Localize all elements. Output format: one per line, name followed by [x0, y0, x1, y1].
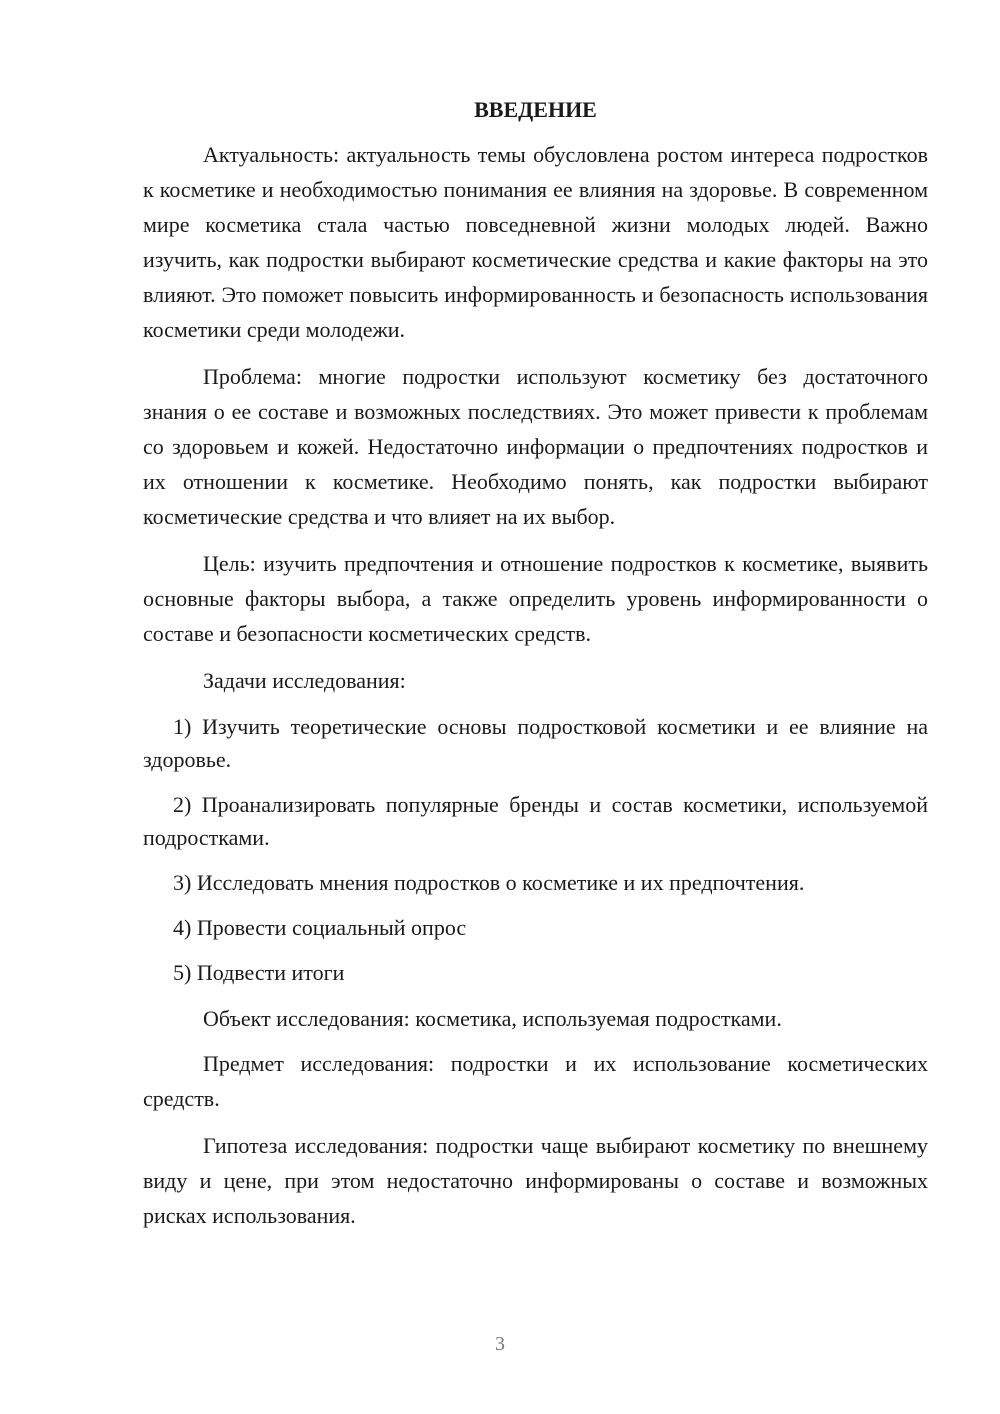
page-number: 3	[495, 1333, 505, 1355]
task-item: 1) Изучить теоретические основы подростковой косметики и ее влияние на здоровье.	[143, 714, 928, 772]
task-item: 2) Проанализировать популярные бренды и состав косметики, используемой подростками.	[143, 792, 928, 850]
paragraph-hypothesis: Гипотеза исследования: подростки чаще выбирают косметику по внешнему виду и цене, при этом недостаточно информированы о составе и возможных рисках использования.	[143, 1133, 928, 1228]
task-item: 3) Исследовать мнения подростков о косметике и их предпочтения.	[173, 870, 805, 895]
document-page	[143, 95, 928, 1245]
paragraph-problem: Проблема: многие подростки используют косметику без достаточного знания о ее составе и возможных последствиях. Это может привести к проблемам со здоровьем и кожей. Недостаточно информации о предпочтениях подростков и их отношении к косметике. Необходимо понять, как подростки выбирают косметические средства и что влияет на их выбор.	[143, 364, 928, 529]
document-title: ВВЕДЕНИЕ	[474, 97, 597, 122]
paragraph-goal: Цель: изучить предпочтения и отношение подростков к косметике, выявить основные факторы выбора, а также определить уровень информированности о составе и безопасности косметических средств.	[143, 551, 928, 646]
paragraph-object: Объект исследования: косметика, используемая подростками.	[203, 1006, 782, 1031]
task-item: 4) Провести социальный опрос	[173, 915, 467, 940]
paragraph-subject: Предмет исследования: подростки и их использование косметических средств.	[143, 1051, 928, 1111]
tasks-heading: Задачи исследования:	[203, 668, 406, 693]
paragraph-relevance: Актуальность: актуальность темы обусловлена ростом интереса подростков к косметике и необходимостью понимания ее влияния на здоровье. В современном мире косметика стала частью повседневной жизни молодых людей. Важно изучить, как подростки выбирают косметические средства и какие факторы на это влияют. Это поможет повысить информированность и безопасность использования косметики среди молодежи.	[143, 142, 928, 342]
task-item: 5) Подвести итоги	[173, 960, 345, 985]
